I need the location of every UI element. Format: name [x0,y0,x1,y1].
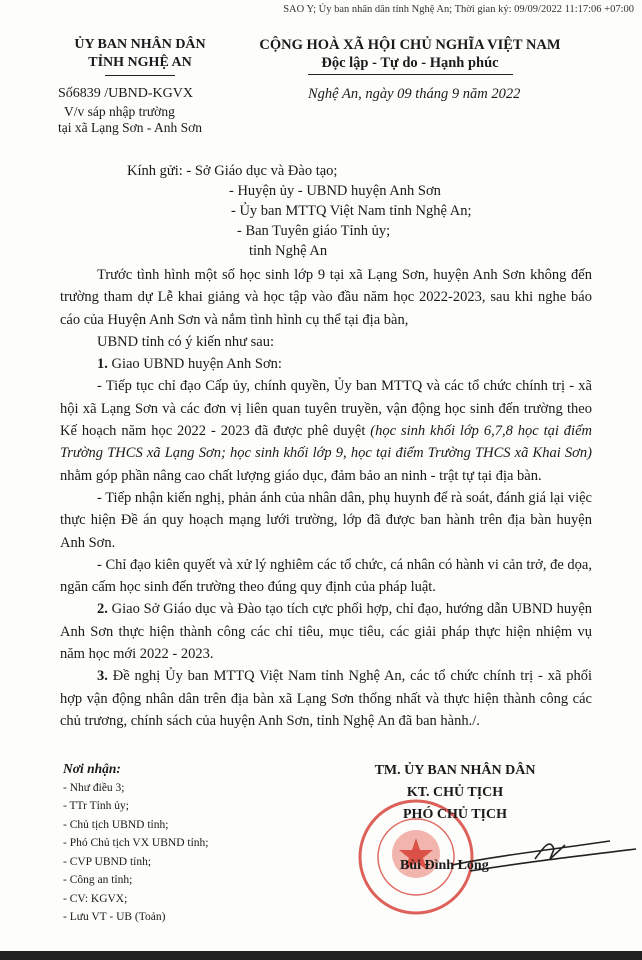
signer-name: Bùi Đình Long [400,858,489,873]
section-1-title [60,353,592,375]
subject-line: tại xã Lạng Sơn - Anh Sơn [58,120,203,135]
text: - Tiếp tục chỉ đạo Cấp ủy, chính quyền, Ủy ban MTTQ và các tổ chức chính trị - xã hội xã Lạng Sơn và các đơn vị liên quan tuyên truyền, vận động học sinh đến trường theo Kế hoạch năm học 2022 - 2023 đã được phê duyệt [60,378,592,440]
place-date: Nghệ An, ngày 09 tháng 9 năm 2022 [308,86,521,102]
distribution-list [63,760,208,927]
section-1-item-3: - Chỉ đạo kiên quyết và xử lý nghiêm các tổ chức, cá nhân có hành vi cản trở, đe dọa, ngăn cấm học sinh đến trường theo đúng quy định của pháp luật. [60,556,592,596]
national-motto: Độc lập - Tự do - Hạnh phúc [321,55,499,71]
distribution-item: - Như điều 3; [63,781,125,794]
recipient: - Ủy ban MTTQ Việt Nam tỉnh Nghệ An; [231,203,472,219]
document-number: Số6839 /UBND-KGVX [58,86,193,101]
section-number: 1. [97,356,108,373]
national-header [245,36,575,75]
recipient: Kính gửi: - Sở Giáo dục và Đào tạo; [127,163,338,179]
recipient: - Ban Tuyên giáo Tỉnh ủy; [237,223,391,239]
text: Giao Sở Giáo dục và Đào tạo tích cực phối hợp, chỉ đạo, hướng dẫn UBND huyện Anh Sơn thực hiện thành công các chỉ tiêu, mục tiêu, các giải pháp thực hiện nhiệm vụ năm học mới 2022 - 2023. [60,601,592,663]
recipient: tỉnh Nghệ An [249,243,328,259]
issuer-line1: ỦY BAN NHÂN DÂN [74,37,206,52]
opinion-line: UBND tỉnh có ý kiến như sau: [97,333,275,350]
recipient: - Huyện ủy - UBND huyện Anh Sơn [229,183,441,199]
distribution-item: - Phó Chủ tịch VX UBND tỉnh; [63,837,209,849]
issuer-header [40,36,240,76]
bottom-edge [0,951,642,960]
divider [308,74,513,75]
section-2 [60,598,592,665]
digital-signature-note: SAO Y; Ủy ban nhân dân tỉnh Nghệ An; Thời gian ký: 09/09/2022 11:17:06 +07:00 [283,4,634,15]
distribution-item: - Lưu VT - UB (Toản) [63,911,166,923]
section-title: Giao UBND huyện Anh Sơn: [111,356,282,373]
text: Đề nghị Ủy ban MTTQ Việt Nam tỉnh Nghệ An, các tổ chức chính trị - xã phối hợp vận động nhân dân trên địa bàn xã Lạng Sơn thống nhất và thực hiện thành công các chủ trương, chính sách của huyện Anh Sơn, tỉnh Nghệ An đã ban hành./. [60,668,593,729]
signature-line3: PHÓ CHỦ TỊCH [403,807,507,822]
signature-line2: KT. CHỦ TỊCH [406,785,504,800]
issuer-line2: TỈNH NGHỆ AN [88,55,192,70]
recipients [127,161,472,261]
national-title: CỘNG HOÀ XÃ HỘI CHỦ NGHĨA VIỆT NAM [259,37,561,53]
subject-line: V/v sáp nhập trường [64,104,175,119]
distribution-title: Nơi nhận: [63,761,121,776]
section-number: 3. [97,668,108,685]
intro-paragraph: Trước tình hình một số học sinh lớp 9 tại xã Lạng Sơn, huyện Anh Sơn không đến trường tham dự Lễ khai giảng và học tập vào đầu năm học 2022-2023, sau khi nghe báo cáo của Huyện Anh Sơn và nắm tình hình cụ thể tại địa bàn, [60,267,592,328]
distribution-item: - TTr Tỉnh ủy; [63,800,129,812]
distribution-item: - Chủ tịch UBND tỉnh; [63,818,169,831]
document-number-block [58,86,202,136]
distribution-item: - CV: KGVX; [63,892,128,905]
divider [105,75,175,76]
distribution-item: - Công an tỉnh; [63,874,133,886]
section-1-item-1 [60,375,592,486]
distribution-item: - CVP UBND tỉnh; [63,855,152,868]
section-1-item-2: - Tiếp nhận kiến nghị, phản ánh của nhân dân, phụ huynh để rà soát, đánh giá lại việc thực hiện Đề án quy hoạch mạng lưới trường, lớp đã được ban hành trên địa bàn huyện Anh Sơn. [60,489,592,551]
text-italic: (học sinh khối lớp 6,7,8 học tại điểm Trường THCS xã Lạng Sơn; học sinh khối lớp 9, học tại điểm Trường THCS xã Khai Sơn) [60,423,592,462]
text: nhằm góp phần nâng cao chất lượng giáo dục, đảm bảo an ninh - trật tự tại địa bàn. [60,467,542,484]
section-3 [60,665,592,732]
signature-block [345,760,565,826]
section-number: 2. [97,601,108,618]
document-body [60,264,592,732]
signature-line1: TM. ỦY BAN NHÂN DÂN [374,763,536,778]
